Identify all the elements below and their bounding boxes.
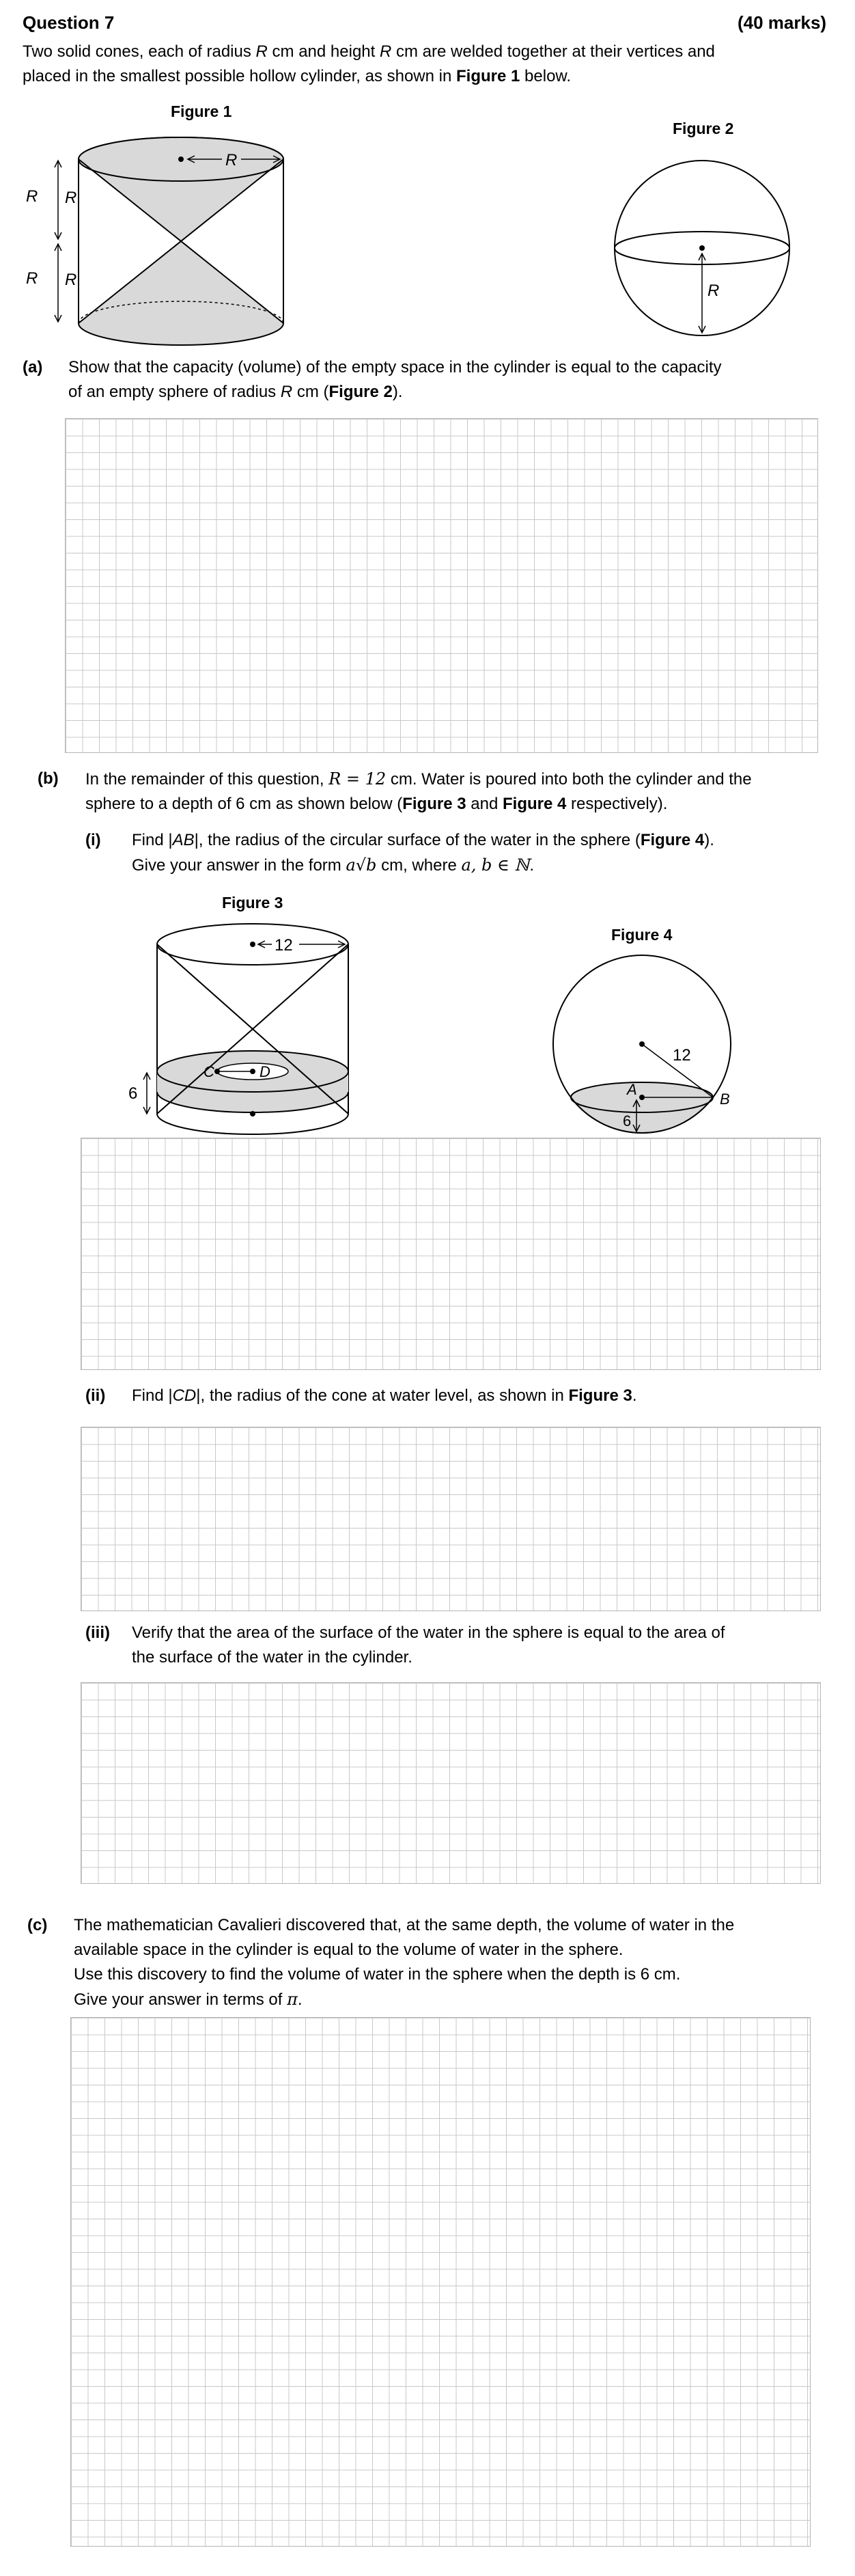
part-b-i-line-2: Give your answer in the form a√b cm, where a, b ∈ ℕ.: [132, 855, 535, 875]
figure-3-title: Figure 3: [222, 894, 283, 912]
fig1-lower-height-label: R: [26, 269, 38, 288]
figure-3-diagram: [116, 916, 369, 1141]
intro-text: [23, 40, 835, 89]
intro-line-2: placed in the smallest possible hollow cylinder, as shown in Figure 1 below.: [23, 67, 572, 85]
figure-2-diagram: [601, 147, 813, 345]
part-a-text: [68, 355, 833, 405]
marks-label: (40 marks): [738, 12, 827, 33]
part-b-line-1: In the remainder of this question, R = 12 cm. Water is poured into both the cylinder and the: [85, 769, 752, 789]
fig3-top-radius-label: 12: [275, 936, 293, 955]
part-b-ii-label: (ii): [85, 1386, 106, 1405]
fig1-upper-height-label: R: [26, 187, 38, 206]
figure-1-diagram: [26, 126, 300, 352]
part-c-line-4: Give your answer in terms of π.: [74, 1990, 303, 2009]
answer-grid-part-c[interactable]: [70, 2017, 811, 2547]
part-b-iii-text: [132, 1621, 842, 1670]
part-a-line-2: of an empty sphere of radius R cm (Figure 2).: [68, 383, 403, 401]
part-b-iii-label: (iii): [85, 1623, 110, 1642]
part-c-line-3: Use this discovery to find the volume of water in the sphere when the depth is 6 cm.: [74, 1965, 681, 1984]
figure-4-diagram: [546, 950, 765, 1141]
fig4-radius-label: 12: [673, 1046, 691, 1065]
fig4-depth-label: 6: [623, 1112, 632, 1129]
part-c-line-1: The mathematician Cavalieri discovered that, at the same depth, the volume of water in the: [74, 1916, 735, 1934]
fig3-point-c: C: [204, 1063, 214, 1080]
question-title: Question 7: [23, 12, 115, 33]
part-c-label: (c): [27, 1916, 48, 1934]
figure-1-title: Figure 1: [171, 102, 232, 120]
fig3-point-d: D: [260, 1063, 270, 1080]
part-b-i-text: [132, 828, 842, 878]
fig1-left-label-lower: R: [65, 271, 77, 289]
fig4-point-a: A: [627, 1081, 637, 1098]
fig1-left-label-upper: R: [65, 189, 77, 207]
figure-4-title: Figure 4: [611, 926, 673, 944]
answer-grid-part-a[interactable]: [65, 418, 818, 753]
fig4-point-b: B: [720, 1091, 730, 1108]
part-b-label: (b): [38, 769, 59, 788]
fig1-top-radius-label: R: [225, 151, 238, 169]
part-c-text: [74, 1913, 839, 2012]
part-a-label: (a): [23, 358, 43, 376]
part-b-text: [85, 767, 843, 817]
part-b-i-label: (i): [85, 831, 101, 849]
part-b-ii-text: Find |CD|, the radius of the cone at water level, as shown in Figure 3.: [132, 1386, 637, 1405]
part-b-iii-line-2: the surface of the water in the cylinder.: [132, 1648, 412, 1667]
answer-grid-part-b-i[interactable]: [81, 1138, 821, 1370]
part-b-iii-line-1: Verify that the area of the surface of the water in the sphere is equal to the area of: [132, 1623, 725, 1642]
part-b-i-line-1: Find |AB|, the radius of the circular surface of the water in the sphere (Figure 4).: [132, 831, 714, 849]
figure-2-title: Figure 2: [673, 120, 734, 137]
answer-grid-part-b-ii[interactable]: [81, 1427, 821, 1611]
part-a-line-1: Show that the capacity (volume) of the empty space in the cylinder is equal to the capacity: [68, 358, 722, 376]
part-b-line-2: sphere to a depth of 6 cm as shown below (Figure 3 and Figure 4 respectively).: [85, 795, 668, 813]
answer-grid-part-b-iii[interactable]: [81, 1682, 821, 1884]
fig2-radius-label: R: [707, 282, 720, 300]
fig3-depth-label: 6: [128, 1084, 138, 1103]
part-c-line-2: available space in the cylinder is equal to the volume of water in the sphere.: [74, 1941, 623, 1959]
intro-line-1: Two solid cones, each of radius R cm and height R cm are welded together at their vertices and: [23, 42, 715, 61]
